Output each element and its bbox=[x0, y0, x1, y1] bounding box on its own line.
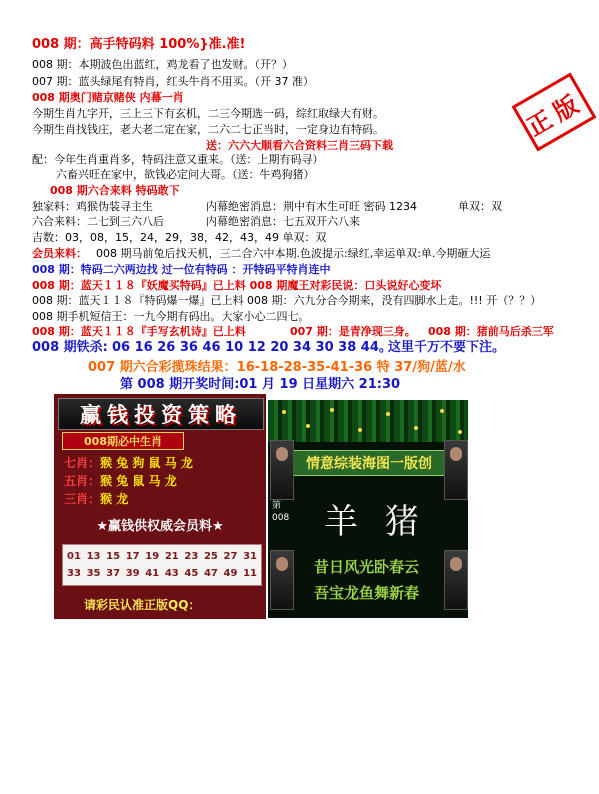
text-line: 今期生肖九字开，三上三下有玄机，二三今期选一码，综红取绿大有财。 bbox=[32, 107, 384, 120]
promo-footer: 请彩民认准正版QQ： bbox=[84, 598, 201, 612]
number-cell: 19 bbox=[145, 551, 160, 562]
member-label: 会员来料： bbox=[32, 247, 87, 260]
text-line: 独家料：鸡猴伪装寻主生 bbox=[32, 200, 153, 213]
text-line: 008 期：蓝天１１８『手写玄机诗』已上料 bbox=[32, 325, 246, 338]
portrait-image bbox=[270, 440, 294, 500]
number-cell: 13 bbox=[86, 551, 101, 562]
number-cell: 39 bbox=[125, 568, 140, 579]
number-cell: 17 bbox=[125, 551, 140, 562]
number-cell: 35 bbox=[86, 568, 101, 579]
promo-title: 情意综装海图一版创 bbox=[292, 450, 446, 476]
text-line: 007 期：蓝头绿尾有特肖，红头牛肖不用买。（开 37 准） bbox=[32, 75, 314, 88]
text-line: 008 期：蓝天１１８『特码爆一爆』已上料 008 期：六九分合今期来，没有四脚水上走。!!! 开（？？） bbox=[32, 294, 542, 307]
text-line: 007 期：是青净现三身。 bbox=[290, 325, 416, 338]
text-line: 单双：双 bbox=[458, 200, 502, 213]
promo-image-left bbox=[54, 394, 266, 619]
text-line: 008 期：本期波色出蓝红，鸡龙看了也发财。（开？） bbox=[32, 58, 293, 71]
number-grid bbox=[62, 544, 262, 586]
number-cell: 49 bbox=[223, 568, 238, 579]
warning-text: 这里千万不要下注。 bbox=[388, 340, 506, 355]
promo-image-right bbox=[268, 400, 468, 618]
text-line: 008 期：猪前马后杀三军 bbox=[428, 325, 554, 338]
portrait-image bbox=[444, 440, 468, 500]
text-line: 六畜兴旺在家中，欲钱必定问大哥。（送：牛鸡狗猪） bbox=[56, 168, 315, 181]
promo-subtitle: 008期必中生肖 bbox=[62, 432, 184, 450]
zodiac-list bbox=[64, 454, 260, 508]
portrait-image bbox=[270, 550, 294, 610]
number-cell: 33 bbox=[67, 568, 81, 579]
number-cell: 25 bbox=[203, 551, 218, 562]
number-cell: 11 bbox=[243, 568, 257, 579]
text-line: 吉数：03，08，15，24，29，38，42，43，49 单双：双 bbox=[32, 231, 327, 244]
text-line: 内幕绝密消息：七五双开六八来 bbox=[206, 215, 360, 228]
zodiac-row: 三肖：猴 龙 bbox=[64, 492, 129, 506]
draw-result: 007 期六合彩揽珠结果：16-18-28-35-41-36 特 37/狗/蓝/水 bbox=[88, 360, 466, 375]
number-cell: 45 bbox=[184, 568, 199, 579]
poem-line: 吾宝龙鱼舞新春 bbox=[314, 584, 420, 602]
number-cell: 21 bbox=[164, 551, 179, 562]
download-link[interactable]: 送：六六大顺看六合资料三肖三码下载 bbox=[206, 139, 393, 152]
text-line: 008 期马前兔后找天机，三二合六中本期.色波提示:绿红,幸运单双:单.今期砸大运 bbox=[96, 247, 491, 260]
text-line: 配：今年生肖重肖多，特码注意又重来。（送：上期有码寻） bbox=[32, 153, 324, 166]
members-banner: ★赢钱供权威会员料★ bbox=[96, 519, 224, 534]
zodiac-row: 七肖：猴 兔 狗 鼠 马 龙 bbox=[64, 456, 193, 470]
zodiac-row: 五肖：猴 兔 鼠 马 龙 bbox=[64, 474, 177, 488]
number-cell: 27 bbox=[223, 551, 238, 562]
portrait-image bbox=[444, 550, 468, 610]
text-line: 008 期手机短信王：一九今期有码出。大家小心二四七。 bbox=[32, 310, 310, 323]
text-line: 今期生肖找钱庄，老大老二定在家，二六二七正当时，一定身边有特码。 bbox=[32, 123, 384, 136]
number-row bbox=[67, 548, 257, 565]
draw-time: 第 008 期开奖时间:01 月 19 日星期六 21:30 bbox=[120, 377, 401, 392]
issue-label: 第008 bbox=[272, 501, 290, 523]
promo-title: 赢钱投资策略 bbox=[58, 398, 264, 430]
kill-label: 008 期铁杀: bbox=[32, 340, 108, 355]
text-line: 六合来料：二七到三六八后 bbox=[32, 215, 164, 228]
section-heading: 008 期六合来料 特码敢下 bbox=[50, 184, 180, 197]
number-cell: 01 bbox=[67, 551, 81, 562]
number-cell: 31 bbox=[243, 551, 257, 562]
section-heading: 008 期奥门赌京赌侠 内幕一肖 bbox=[32, 91, 184, 104]
poem-line: 昔日风光卧春云 bbox=[314, 558, 420, 576]
number-cell: 37 bbox=[106, 568, 121, 579]
headline: 008 期：高手特码料 100%}准.准! bbox=[32, 37, 246, 52]
kill-numbers: 06 16 26 36 46 10 12 20 34 30 38 44。 bbox=[112, 340, 392, 355]
number-cell: 43 bbox=[164, 568, 179, 579]
number-cell: 15 bbox=[106, 551, 121, 562]
number-cell: 23 bbox=[184, 551, 199, 562]
garland-decoration bbox=[268, 400, 468, 442]
text-line: 008 期：蓝天１１８『妖魔买特码』已上料 008 期魔王对彩民说：口头说好心变坏 bbox=[32, 279, 442, 292]
number-cell: 47 bbox=[203, 568, 218, 579]
genuine-stamp: 正版 bbox=[512, 72, 597, 151]
text-line: 008 期：特码二六两边找 过一位有特码 ：开特码平特肖连中 bbox=[32, 263, 331, 276]
text-line: 内幕绝密消息：荆中有木生可旺 密码 1234 bbox=[206, 200, 417, 213]
number-row bbox=[67, 565, 257, 582]
number-cell: 41 bbox=[145, 568, 160, 579]
answer-zodiac: 羊 猪 bbox=[324, 502, 427, 542]
